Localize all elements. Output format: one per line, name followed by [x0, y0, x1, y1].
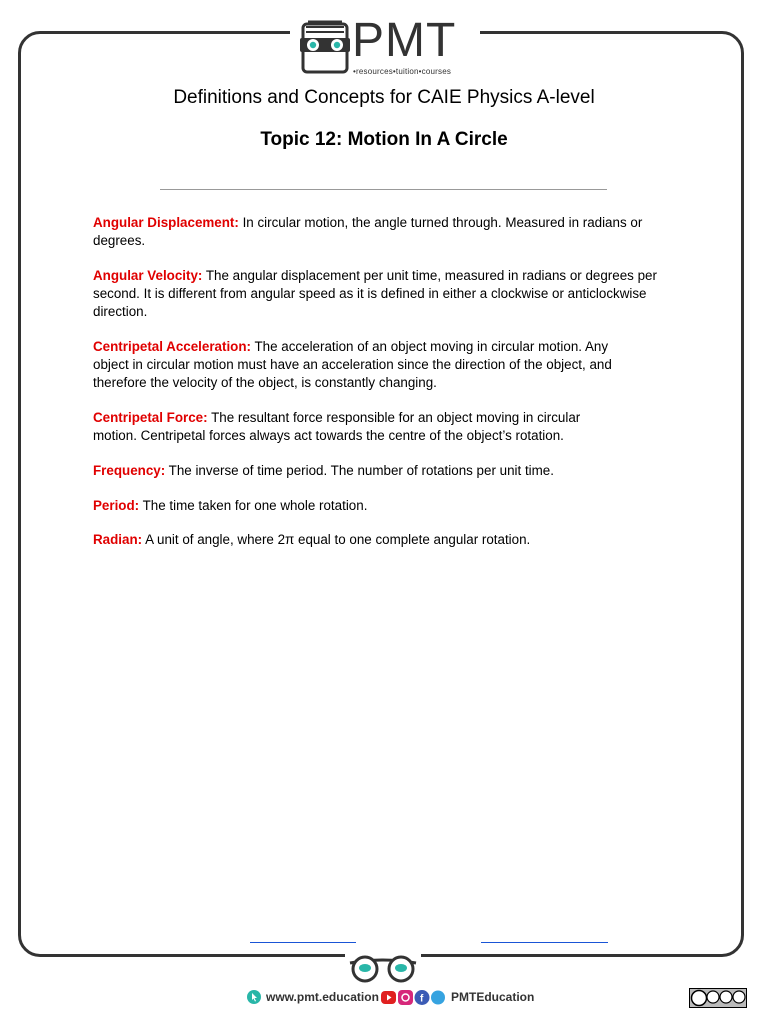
definition-text: The angular displacement per unit time, measured in radians or degrees per second. It is different from angular speed as it is defined in either a clockwise or anticlockwise direction. — [93, 267, 657, 320]
document-title: Definitions and Concepts for CAIE Physics A-level — [173, 87, 595, 108]
svg-text:f: f — [420, 993, 424, 1005]
definition-term: Centripetal Acceleration: — [93, 339, 252, 355]
definition-item — [93, 267, 683, 322]
definition-term: Frequency: — [93, 463, 166, 479]
website-link[interactable]: www.pmt.education — [266, 990, 379, 1004]
definition-term: Period: — [93, 497, 140, 513]
definition-item — [93, 497, 683, 515]
footer-link-underline — [481, 942, 608, 943]
definition-item — [93, 214, 683, 250]
twitter-icon — [431, 991, 445, 1005]
definition-term: Angular Velocity: — [93, 267, 203, 283]
definitions-list — [93, 214, 683, 566]
social-handle[interactable]: PMTEducation — [451, 990, 535, 1004]
logo-text: PMT — [352, 14, 457, 67]
cc-by-nc-nd-icon — [689, 988, 747, 1008]
definition-term: Radian: — [93, 532, 143, 548]
definition-item — [93, 462, 683, 480]
cursor-icon — [247, 990, 261, 1004]
definition-item — [93, 409, 613, 445]
topic-heading: Topic 12: Motion In A Circle — [260, 129, 508, 150]
instagram-icon — [398, 990, 413, 1005]
definition-text: In circular motion, the angle turned through. Measured in radians or degrees. — [93, 215, 643, 249]
footer-link-underline — [250, 942, 356, 943]
definition-item — [93, 338, 613, 393]
social-icons — [381, 990, 445, 1005]
definition-term: Centripetal Force: — [93, 410, 208, 426]
definition-term: Angular Displacement: — [93, 215, 239, 230]
definition-text: The resultant force responsible for an object moving in circular motion. Centripetal forces always act towards the centre of the object’s rotation. — [93, 410, 581, 444]
definition-text: The acceleration of an object moving in circular motion. Any object in circular motion must have an acceleration since the direction of the object, and therefore the velocity of the object, is constantly changing. — [93, 339, 612, 391]
divider — [160, 189, 607, 190]
definition-item — [93, 531, 683, 549]
definition-text: The inverse of time period. The number of rotations per unit time. — [165, 463, 554, 479]
logo-tagline: •resources•tuition•courses — [353, 67, 452, 76]
definition-text: A unit of angle, where 2π equal to one complete angular rotation. — [142, 532, 531, 548]
glasses-icon — [348, 955, 418, 985]
definition-text: The time taken for one whole rotation. — [139, 497, 368, 513]
